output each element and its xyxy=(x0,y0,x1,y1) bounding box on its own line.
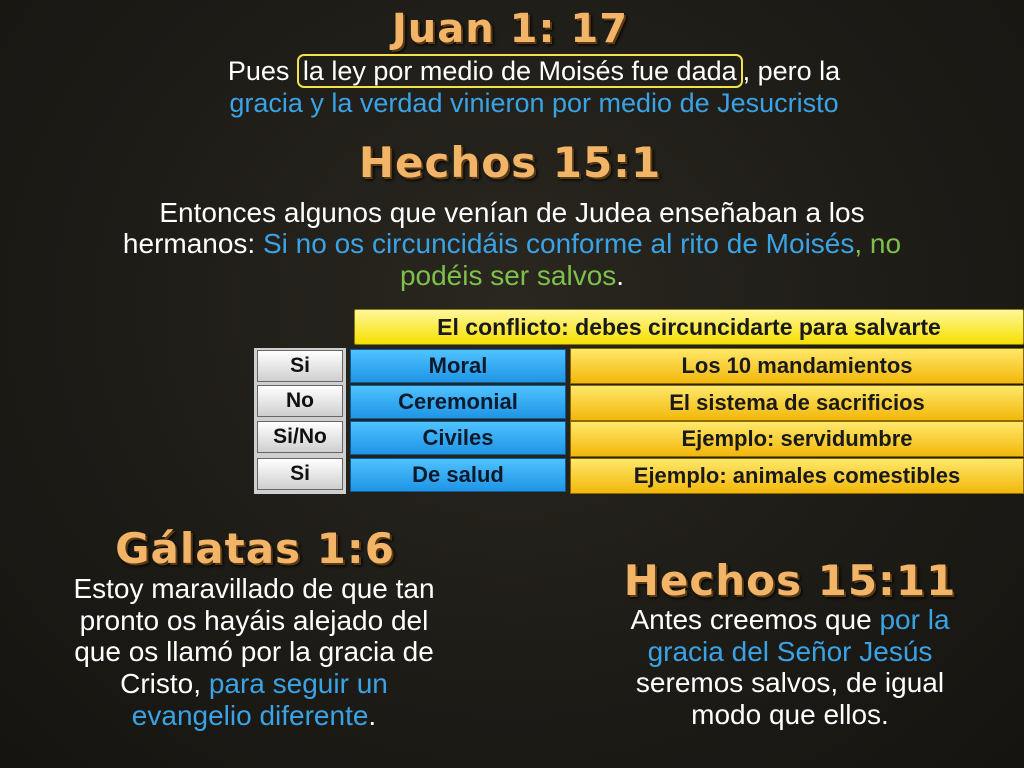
answer-cell-2: No xyxy=(257,385,343,417)
galatas-line-4 xyxy=(14,668,494,700)
hechos1-line-3 xyxy=(20,260,1004,291)
hechos11-line-3: seremos salvos, de igual xyxy=(635,667,945,699)
hechos1-line-2 xyxy=(20,228,1004,259)
answer-cell-4: Si xyxy=(257,458,343,490)
hechos1-line-3-b: . xyxy=(616,259,625,291)
example-cell-4: Ejemplo: animales comestibles xyxy=(570,458,1024,494)
hechos1-line-2-c: , no xyxy=(854,228,902,260)
juan-text-a: Pues xyxy=(227,56,297,86)
hechos1-title: Hechos 15:1 xyxy=(358,138,662,187)
galatas-text xyxy=(14,573,494,731)
hechos11-line-4: modo que ellos. xyxy=(691,698,889,730)
conflict-banner: El conflicto: debes circuncidarte para salvarte xyxy=(354,309,1024,345)
hechos11-line-1-a: Antes creemos que xyxy=(630,604,880,635)
galatas-line-5-a: evangelio diferente xyxy=(131,699,369,731)
galatas-line-5 xyxy=(14,700,494,732)
law-cell-4: De salud xyxy=(350,458,566,492)
law-cell-1: Moral xyxy=(350,349,566,383)
galatas-line-3: que os llamó por la gracia de xyxy=(74,636,434,668)
juan-highlight: la ley por medio de Moisés fue dada xyxy=(297,54,743,88)
galatas-title: Gálatas 1:6 xyxy=(115,524,395,573)
galatas-line-4-b: para seguir un xyxy=(208,667,388,699)
hechos11-text xyxy=(550,604,1024,731)
answer-cell-3: Si/No xyxy=(257,421,343,453)
example-cell-3: Ejemplo: servidumbre xyxy=(570,421,1024,457)
galatas-line-5-b: . xyxy=(368,699,377,731)
hechos1-line-1: Entonces algunos que venían de Judea enseñaban a los xyxy=(159,197,865,228)
hechos1-line-2-b: Si no os circuncidáis conforme al rito de Moisés xyxy=(263,228,855,260)
example-cell-1: Los 10 mandamientos xyxy=(570,348,1024,384)
hechos1-text xyxy=(20,197,1004,291)
hechos11-line-1-b: por la xyxy=(879,604,950,635)
juan-title: Juan 1: 17 xyxy=(391,6,629,52)
answer-cell-1: Si xyxy=(257,350,343,382)
hechos11-line-2: gracia del Señor Jesús xyxy=(647,635,933,667)
galatas-line-2: pronto os hayáis alejado del xyxy=(79,604,429,636)
law-cell-3: Civiles xyxy=(350,421,566,455)
juan-text xyxy=(100,56,968,118)
juan-line-2: gracia y la verdad vinieron por medio de Jesucristo xyxy=(229,88,839,119)
hechos1-line-2-a: hermanos: xyxy=(122,228,263,260)
law-cell-2: Ceremonial xyxy=(350,385,566,419)
example-cell-2: El sistema de sacrificios xyxy=(570,385,1024,421)
galatas-line-1: Estoy maravillado de que tan xyxy=(73,573,435,604)
juan-text-b: , pero la xyxy=(742,56,841,86)
hechos1-line-3-a: podéis ser salvos xyxy=(399,259,617,291)
galatas-line-4-a: Cristo, xyxy=(120,667,209,699)
hechos11-line-1 xyxy=(550,604,1024,636)
hechos11-title: Hechos 15:11 xyxy=(623,556,957,605)
juan-line-1 xyxy=(100,56,968,86)
